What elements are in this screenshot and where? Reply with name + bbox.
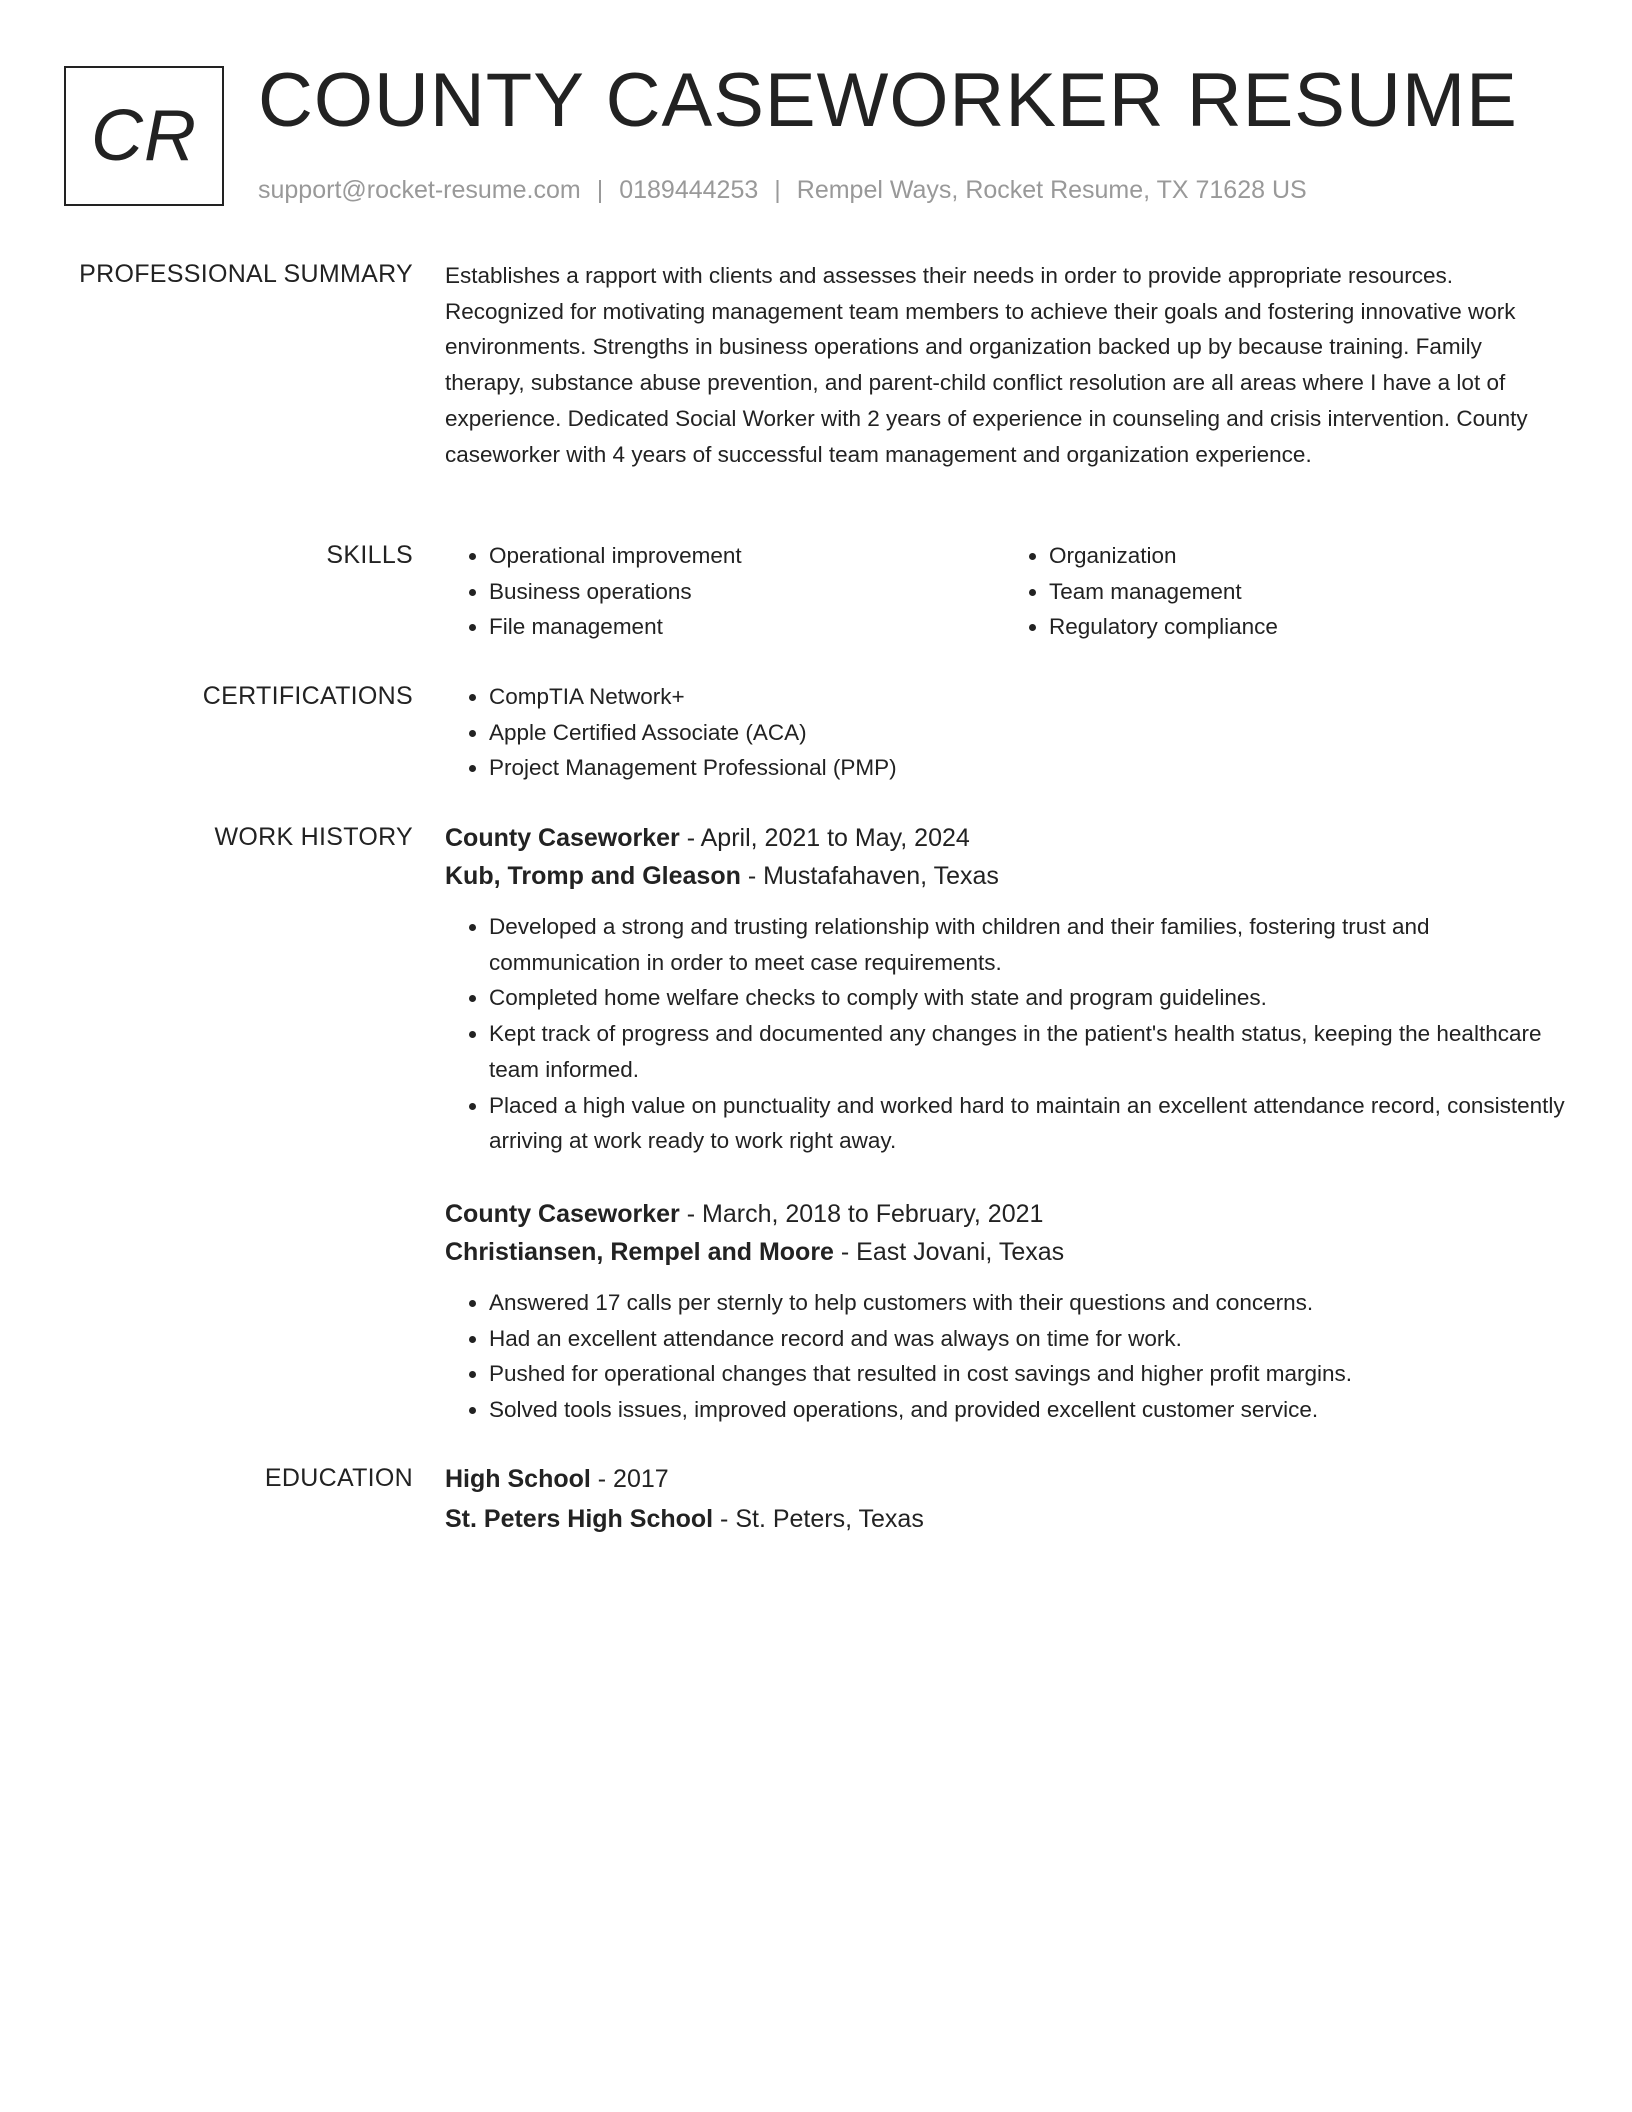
section-label-summary: PROFESSIONAL SUMMARY	[79, 260, 413, 288]
skill-item: • Regulatory compliance	[1049, 609, 1565, 645]
section-label-certifications: CERTIFICATIONS	[202, 682, 413, 710]
resume-title: COUNTY CASEWORKER RESUME	[258, 58, 1518, 143]
section-label-skills: SKILLS	[326, 541, 413, 569]
job-duty: • Answered 17 calls per sternly to help customers with their questions and concerns.	[489, 1285, 1565, 1321]
job-duties-list	[445, 1285, 1565, 1428]
job-title-line	[445, 1195, 1565, 1233]
job-location: - East Jovani, Texas	[833, 1238, 1065, 1266]
job-duty: • Pushed for operational changes that resulted in cost savings and higher profit margins.	[489, 1356, 1565, 1392]
job-company-line	[445, 857, 1565, 895]
job-title: County Caseworker	[445, 1200, 680, 1228]
job-company-line	[445, 1233, 1565, 1271]
job-company: Christiansen, Rempel and Moore	[445, 1238, 834, 1266]
monogram-initials: CR	[91, 96, 197, 176]
contact-email: support@rocket-resume.com	[258, 176, 581, 204]
summary-text: Establishes a rapport with clients and assesses their needs in order to provide appropriate resources. Recognized for motivating management team members to achieve their goals and fostering innovative work environments. Strengths in business operations and organization backed up by because training. Family therapy, substance abuse prevention, and parent-child conflict resolution are all areas where I have a lot of experience. Dedicated Social Worker with 2 years of experience in counseling and crisis intervention. County caseworker with 4 years of successful team management and organization experience.	[445, 263, 1528, 467]
job-entry	[445, 819, 1565, 1159]
skill-item: • Organization	[1049, 538, 1565, 574]
job-duty: • Placed a high value on punctuality and worked hard to maintain an excellent attendance record, consistently arriving at work ready to work right away.	[489, 1088, 1565, 1159]
skills-content	[445, 538, 1565, 645]
job-duty: • Completed home welfare checks to comply with state and program guidelines.	[489, 980, 1565, 1016]
contact-phone: 0189444253	[619, 176, 759, 204]
skill-item: • File management	[489, 609, 1005, 645]
certifications-list	[445, 679, 1565, 786]
job-dates: - April, 2021 to May, 2024	[679, 824, 970, 852]
job-duty: • Solved tools issues, improved operations, and provided excellent customer service.	[489, 1392, 1565, 1428]
skill-item: • Team management	[1049, 574, 1565, 610]
education-degree-line	[445, 1460, 1565, 1498]
certification-item: • Apple Certified Associate (ACA)	[489, 715, 1565, 751]
contact-separator: |	[774, 176, 781, 204]
summary-content	[445, 258, 1565, 472]
job-company: Kub, Tromp and Gleason	[445, 862, 741, 890]
job-title-line	[445, 819, 1565, 857]
job-dates: - March, 2018 to February, 2021	[679, 1200, 1044, 1228]
certification-item: • CompTIA Network+	[489, 679, 1565, 715]
skills-grid	[445, 538, 1565, 645]
job-duty: • Had an excellent attendance record and was always on time for work.	[489, 1321, 1565, 1357]
job-duty: • Kept track of progress and documented any changes in the patient's health status, keeping the healthcare team informed.	[489, 1016, 1565, 1087]
contact-address: Rempel Ways, Rocket Resume, TX 71628 US	[796, 176, 1307, 204]
job-title: County Caseworker	[445, 824, 680, 852]
education-school-line	[445, 1500, 1565, 1538]
job-entry	[445, 1195, 1565, 1428]
contact-separator: |	[596, 176, 604, 204]
skills-list-right	[1005, 538, 1565, 645]
skill-item: • Business operations	[489, 574, 1005, 610]
education-content	[445, 1460, 1565, 1538]
section-label-work-history: WORK HISTORY	[214, 823, 413, 851]
skill-item: • Operational improvement	[489, 538, 1005, 574]
job-duties-list	[445, 909, 1565, 1159]
education-year: - 2017	[590, 1465, 669, 1493]
monogram-box	[64, 66, 224, 206]
education-degree: High School	[445, 1465, 591, 1493]
skills-list-left	[445, 538, 1005, 645]
section-label-education: EDUCATION	[264, 1464, 413, 1492]
job-duty: • Developed a strong and trusting relationship with children and their families, fostering trust and communication in order to meet case requirements.	[489, 909, 1565, 980]
certifications-content	[445, 679, 1565, 786]
certification-item: • Project Management Professional (PMP)	[489, 750, 1565, 786]
contact-line	[258, 172, 1307, 208]
education-school: St. Peters High School	[445, 1505, 714, 1533]
education-location: - St. Peters, Texas	[713, 1505, 924, 1533]
job-location: - Mustafahaven, Texas	[740, 862, 999, 890]
